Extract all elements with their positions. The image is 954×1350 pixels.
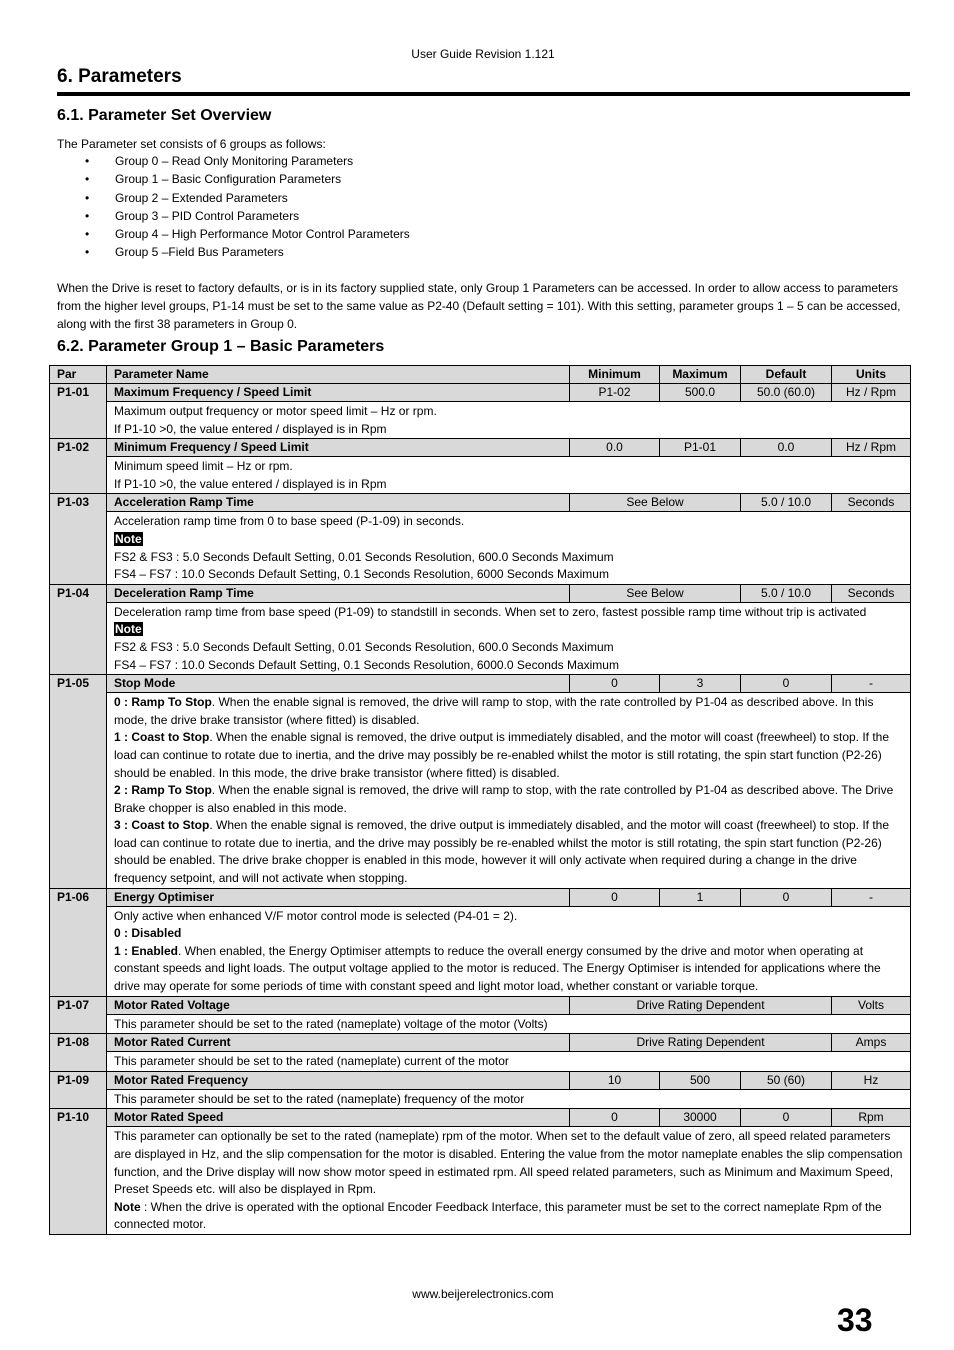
group-list bbox=[85, 152, 410, 262]
option-label: 1 : Enabled bbox=[114, 943, 179, 958]
parameter-table bbox=[49, 365, 911, 1235]
param-units: Seconds bbox=[832, 494, 911, 512]
col-units-header: Units bbox=[832, 366, 911, 384]
option-label: 0 : Ramp To Stop bbox=[114, 695, 212, 710]
param-range: Drive Rating Dependent bbox=[570, 996, 832, 1014]
param-name: Motor Rated Current bbox=[107, 1034, 570, 1052]
footer-url: www.beijerelectronics.com bbox=[412, 1287, 554, 1301]
option-label: 1 : Coast to Stop bbox=[114, 730, 210, 745]
param-description-row bbox=[50, 1014, 911, 1034]
description-line bbox=[114, 621, 903, 639]
param-row bbox=[50, 494, 911, 512]
param-name: Minimum Frequency / Speed Limit bbox=[107, 439, 570, 457]
param-id: P1-10 bbox=[50, 1109, 107, 1235]
param-description bbox=[107, 906, 911, 996]
list-item: • Group 4 – High Performance Motor Control Parameters bbox=[85, 225, 410, 243]
param-default: 0.0 bbox=[741, 439, 832, 457]
param-id: P1-07 bbox=[50, 996, 107, 1034]
param-description-row bbox=[50, 1127, 911, 1235]
param-minimum: 0 bbox=[570, 1109, 660, 1127]
param-range: See Below bbox=[570, 584, 741, 602]
param-description bbox=[107, 1014, 911, 1034]
list-item: • Group 2 – Extended Parameters bbox=[85, 189, 410, 207]
param-name: Motor Rated Voltage bbox=[107, 996, 570, 1014]
col-default-header: Default bbox=[741, 366, 832, 384]
option-text: . When the enable signal is removed, the drive will ramp to stop, with the rate controlled by P1-04 as described above. In this mode, the drive brake transistor (where fitted) is disabled. bbox=[114, 695, 874, 727]
param-row bbox=[50, 1109, 911, 1127]
param-description-row bbox=[50, 512, 911, 584]
param-maximum: 500.0 bbox=[660, 384, 741, 402]
col-min-header: Minimum bbox=[570, 366, 660, 384]
param-row bbox=[50, 888, 911, 906]
option-text: . When the enable signal is removed, the drive output is immediately disabled, and the motor will coast (freewheel) to stop. If the load can continue to rotate due to inertia, and the drive may possibly be re-enabled whilst the motor is still rotating, the spin start function (P2-26) should be enabled. In this mode, the drive brake transistor (where fitted) is disabled. bbox=[114, 730, 890, 780]
description-line: This parameter should be set to the rated (nameplate) voltage of the motor (Volts) bbox=[114, 1016, 548, 1031]
list-item: • Group 1 – Basic Configuration Parameters bbox=[85, 170, 410, 188]
option-text: . When the enable signal is removed, the drive output is immediately disabled, and the motor will coast (freewheel) to stop. If the load can continue to rotate due to inertia, and the drive may possibly be re-enabled whilst the motor is still rotating, the spin start function (P2-26) should be enabled. The drive brake chopper is enabled in this mode, however it will only activate when required during a change in the drive frequency setpoint, and will not activate when stopping. bbox=[114, 818, 890, 886]
option-label: 2 : Ramp To Stop bbox=[114, 783, 212, 798]
param-description bbox=[107, 457, 911, 494]
description-line: FS4 – FS7 : 10.0 Seconds Default Setting, 0.1 Seconds Resolution, 6000.0 Seconds Maximum bbox=[114, 657, 619, 672]
param-description bbox=[107, 512, 911, 584]
param-description-row bbox=[50, 457, 911, 494]
description-line: Deceleration ramp time from base speed (P1-09) to standstill in seconds. When set to zero, fastest possible ramp time without trip is activated bbox=[114, 604, 867, 619]
list-item: • Group 5 –Field Bus Parameters bbox=[85, 243, 410, 261]
param-name: Motor Rated Frequency bbox=[107, 1071, 570, 1089]
description-line: This parameter should be set to the rated (nameplate) current of the motor bbox=[114, 1054, 509, 1069]
description-line: Minimum speed limit – Hz or rpm. bbox=[114, 459, 293, 474]
param-id: P1-04 bbox=[50, 584, 107, 674]
param-description-row bbox=[50, 602, 911, 674]
param-description bbox=[107, 1089, 911, 1109]
description-line bbox=[114, 1199, 903, 1234]
description-line: If P1-10 >0, the value entered / displayed is in Rpm bbox=[114, 421, 387, 436]
description-line: If P1-10 >0, the value entered / displayed is in Rpm bbox=[114, 476, 387, 491]
description-line: Only active when enhanced V/F motor control mode is selected (P4-01 = 2). bbox=[114, 908, 518, 923]
option-label: 0 : Disabled bbox=[114, 926, 182, 941]
param-maximum: 30000 bbox=[660, 1109, 741, 1127]
table-header-row bbox=[50, 366, 911, 384]
description-line bbox=[114, 782, 903, 817]
param-row bbox=[50, 384, 911, 402]
param-name: Energy Optimiser bbox=[107, 888, 570, 906]
param-default: 0 bbox=[741, 675, 832, 693]
description-line: Maximum output frequency or motor speed limit – Hz or rpm. bbox=[114, 404, 437, 418]
param-id: P1-01 bbox=[50, 384, 107, 439]
param-maximum: 3 bbox=[660, 675, 741, 693]
access-paragraph: When the Drive is reset to factory defaults, or is in its factory supplied state, only Group 1 Parameters can be accessed. In order to allow access to parameters from the higher level groups, P1-14 must be set to the same value as P2-40 (Default setting = 101). With this setting, parameter groups 1 – 5 can be accessed, along with the first 38 parameters in Group 0. bbox=[57, 281, 901, 331]
description-line bbox=[114, 817, 903, 887]
description-line bbox=[114, 943, 903, 996]
parameter-table-body bbox=[50, 384, 911, 1235]
param-row bbox=[50, 675, 911, 693]
param-units: Hz bbox=[832, 1071, 911, 1089]
chapter-title: 6. Parameters bbox=[57, 66, 182, 87]
param-default: 5.0 / 10.0 bbox=[741, 494, 832, 512]
param-minimum: 0 bbox=[570, 888, 660, 906]
param-description bbox=[107, 1127, 911, 1235]
param-maximum: P1-01 bbox=[660, 439, 741, 457]
param-name: Acceleration Ramp Time bbox=[107, 494, 570, 512]
param-units: Rpm bbox=[832, 1109, 911, 1127]
param-id: P1-03 bbox=[50, 494, 107, 584]
description-line: Acceleration ramp time from 0 to base speed (P-1-09) in seconds. bbox=[114, 514, 465, 529]
param-description-row bbox=[50, 1089, 911, 1109]
description-line: FS2 & FS3 : 5.0 Seconds Default Setting, 0.01 Seconds Resolution, 600.0 Seconds Maximum bbox=[114, 639, 614, 654]
param-name: Motor Rated Speed bbox=[107, 1109, 570, 1127]
page-number: 33 bbox=[837, 1302, 873, 1338]
description-line: This parameter should be set to the rated (nameplate) frequency of the motor bbox=[114, 1091, 525, 1106]
param-row bbox=[50, 1034, 911, 1052]
param-units: Seconds bbox=[832, 584, 911, 602]
description-line bbox=[114, 694, 903, 729]
list-item: • Group 3 – PID Control Parameters bbox=[85, 207, 410, 225]
param-minimum: 0.0 bbox=[570, 439, 660, 457]
param-id: P1-06 bbox=[50, 888, 107, 996]
option-label: 3 : Coast to Stop bbox=[114, 818, 210, 833]
chapter-rule bbox=[57, 92, 910, 96]
param-units: Volts bbox=[832, 996, 911, 1014]
param-description-row bbox=[50, 1052, 911, 1072]
section-title-group1: 6.2. Parameter Group 1 – Basic Parameters bbox=[57, 338, 385, 355]
param-description bbox=[107, 402, 911, 439]
description-line: FS2 & FS3 : 5.0 Seconds Default Setting, 0.01 Seconds Resolution, 600.0 Seconds Maximum bbox=[114, 549, 614, 564]
param-row bbox=[50, 1071, 911, 1089]
param-units: - bbox=[832, 675, 911, 693]
param-description-row bbox=[50, 402, 911, 439]
option-text: : When the drive is operated with the optional Encoder Feedback Interface, this parameter must be set to the correct nameplate Rpm of the connected motor. bbox=[114, 1199, 882, 1232]
param-minimum: 10 bbox=[570, 1071, 660, 1089]
param-description bbox=[107, 602, 911, 674]
param-maximum: 500 bbox=[660, 1071, 741, 1089]
param-maximum: 1 bbox=[660, 888, 741, 906]
description-line bbox=[114, 729, 903, 782]
param-id: P1-02 bbox=[50, 439, 107, 494]
note-label: Note bbox=[115, 531, 142, 546]
list-item: • Group 0 – Read Only Monitoring Parameters bbox=[85, 152, 410, 170]
description-line bbox=[114, 925, 903, 943]
param-description-row bbox=[50, 693, 911, 889]
param-default: 0 bbox=[741, 888, 832, 906]
param-default: 50.0 (60.0) bbox=[741, 384, 832, 402]
param-default: 5.0 / 10.0 bbox=[741, 584, 832, 602]
option-text: . When the enable signal is removed, the drive will ramp to stop, with the rate controlled by P1-04 as described above. The Drive Brake chopper is also enabled in this mode. bbox=[114, 783, 894, 815]
param-name: Stop Mode bbox=[107, 675, 570, 693]
description-line bbox=[114, 531, 903, 549]
col-max-header: Maximum bbox=[660, 366, 741, 384]
option-label: Note bbox=[114, 1199, 141, 1214]
param-default: 50 (60) bbox=[741, 1071, 832, 1089]
param-range: See Below bbox=[570, 494, 741, 512]
note-label: Note bbox=[115, 622, 142, 637]
param-range: Drive Rating Dependent bbox=[570, 1034, 832, 1052]
param-name: Maximum Frequency / Speed Limit bbox=[107, 384, 570, 402]
param-id: P1-09 bbox=[50, 1071, 107, 1109]
param-id: P1-05 bbox=[50, 675, 107, 889]
running-header: User Guide Revision 1.121 bbox=[411, 47, 555, 61]
section-title-overview: 6.1. Parameter Set Overview bbox=[57, 107, 272, 124]
param-units: Amps bbox=[832, 1034, 911, 1052]
col-par-header: Par bbox=[50, 366, 107, 384]
option-text: . When enabled, the Energy Optimiser attempts to reduce the overall energy consumed by the drive and motor when operating at constant speeds and light loads. The output voltage applied to the motor is reduced. The Energy Optimiser is intended for applications where the drive may operate for some periods of time with constant speed and light motor load, whether constant or variable torque. bbox=[114, 943, 881, 994]
description-line: This parameter can optionally be set to the rated (nameplate) rpm of the motor. When set to the default value of zero, all speed related parameters are displayed in Hz, and the slip compensation for the motor is disabled. Entering the value from the motor nameplate enables the slip compensation function, and the Drive display will now show motor speed in estimated rpm. All speed related parameters, such as Minimum and Maximum Speed, Preset Speeds etc. will also be displayed in Rpm. bbox=[114, 1129, 903, 1197]
param-units: Hz / Rpm bbox=[832, 384, 911, 402]
param-minimum: 0 bbox=[570, 675, 660, 693]
col-name-header: Parameter Name bbox=[107, 366, 570, 384]
param-description-row bbox=[50, 906, 911, 996]
param-units: Hz / Rpm bbox=[832, 439, 911, 457]
param-minimum: P1-02 bbox=[570, 384, 660, 402]
param-units: - bbox=[832, 888, 911, 906]
description-line: FS4 – FS7 : 10.0 Seconds Default Setting, 0.1 Seconds Resolution, 6000 Seconds Maximum bbox=[114, 567, 609, 582]
param-name: Deceleration Ramp Time bbox=[107, 584, 570, 602]
overview-intro: The Parameter set consists of 6 groups as follows: bbox=[57, 137, 326, 151]
param-id: P1-08 bbox=[50, 1034, 107, 1072]
param-default: 0 bbox=[741, 1109, 832, 1127]
param-row bbox=[50, 439, 911, 457]
param-row bbox=[50, 996, 911, 1014]
param-description bbox=[107, 693, 911, 889]
param-description bbox=[107, 1052, 911, 1072]
param-row bbox=[50, 584, 911, 602]
